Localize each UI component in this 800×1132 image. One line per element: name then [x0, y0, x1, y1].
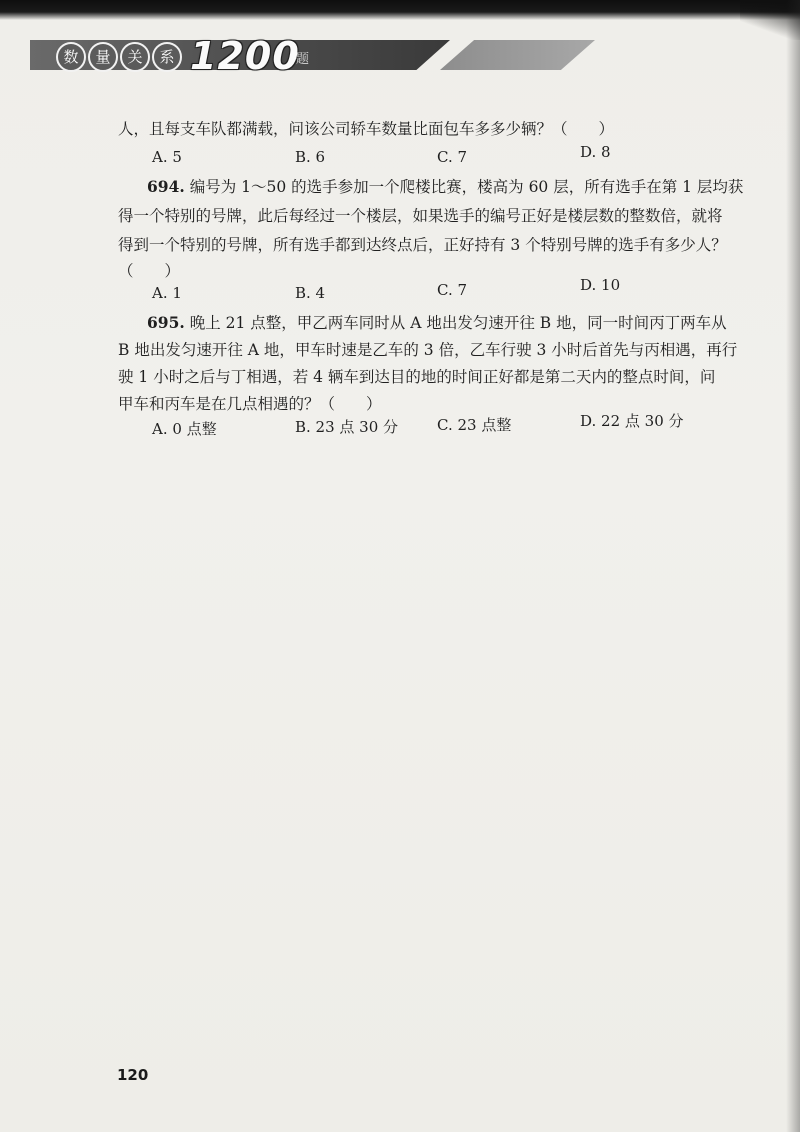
- q695-line-2: B 地出发匀速开往 A 地，甲车时速是乙车的 3 倍，乙车行驶 3 小时后首先与丙相遇，再行: [118, 341, 738, 359]
- q695-option-a: A. 0 点整: [152, 420, 217, 438]
- q694-line-1: [147, 175, 743, 197]
- scan-right-shadow: [786, 0, 800, 1132]
- q694-text-1: 编号为 1～50 的选手参加一个爬楼比赛，楼高为 60 层，所有选手在第 1 层均获: [189, 178, 744, 196]
- q695-option-d: D. 22 点 30 分: [580, 412, 684, 430]
- title-char: 数: [56, 42, 86, 72]
- q695-text-1: 晚上 21 点整，甲乙两车同时从 A 地出发匀速开往 B 地，同一时间丙丁两车从: [189, 314, 727, 332]
- q693-option-d: D. 8: [580, 143, 611, 161]
- q694-number: 694.: [147, 177, 185, 196]
- q694-line-4: （ ）: [118, 262, 181, 280]
- q693-option-a: A. 5: [152, 148, 182, 166]
- q694-line-3: 得到一个特别的号牌，所有选手都到达终点后，正好持有 3 个特别号牌的选手有多少人？: [118, 236, 727, 254]
- running-header: [30, 36, 570, 76]
- q695-option-b: B. 23 点 30 分: [295, 418, 399, 436]
- q695-number: 695.: [147, 313, 185, 332]
- q694-option-b: B. 4: [295, 284, 326, 302]
- q694-option-a: A. 1: [152, 284, 182, 302]
- q694-option-d: D. 10: [580, 276, 621, 294]
- q695-line-3: 驶 1 小时之后与丁相遇，若 4 辆车到达目的地的时间正好都是第二天内的整点时间，问: [118, 368, 716, 386]
- scan-top-edge: [0, 0, 800, 20]
- title-char: 量: [88, 42, 118, 72]
- header-slash-decoration: [440, 40, 595, 70]
- q693-tail-line: 人，且每支车队都满载，问该公司轿车数量比面包车多多少辆？（ ）: [118, 120, 615, 138]
- q695-line-1: [147, 311, 727, 333]
- q694-option-c: C. 7: [437, 281, 468, 299]
- q694-line-2: 得一个特别的号牌，此后每经过一个楼层，如果选手的编号正好是楼层数的整数倍，就将: [118, 207, 723, 225]
- q695-option-c: C. 23 点整: [437, 416, 512, 434]
- title-char: 关: [120, 42, 150, 72]
- q695-line-4: 甲车和丙车是在几点相遇的？（ ）: [118, 395, 382, 413]
- header-title-chars: [56, 42, 182, 72]
- header-title-number: 1200: [190, 34, 300, 78]
- q693-option-c: C. 7: [437, 148, 468, 166]
- title-char: 系: [152, 42, 182, 72]
- page-number: 120: [117, 1066, 149, 1084]
- q693-option-b: B. 6: [295, 148, 326, 166]
- header-title-suffix: 题: [296, 52, 310, 67]
